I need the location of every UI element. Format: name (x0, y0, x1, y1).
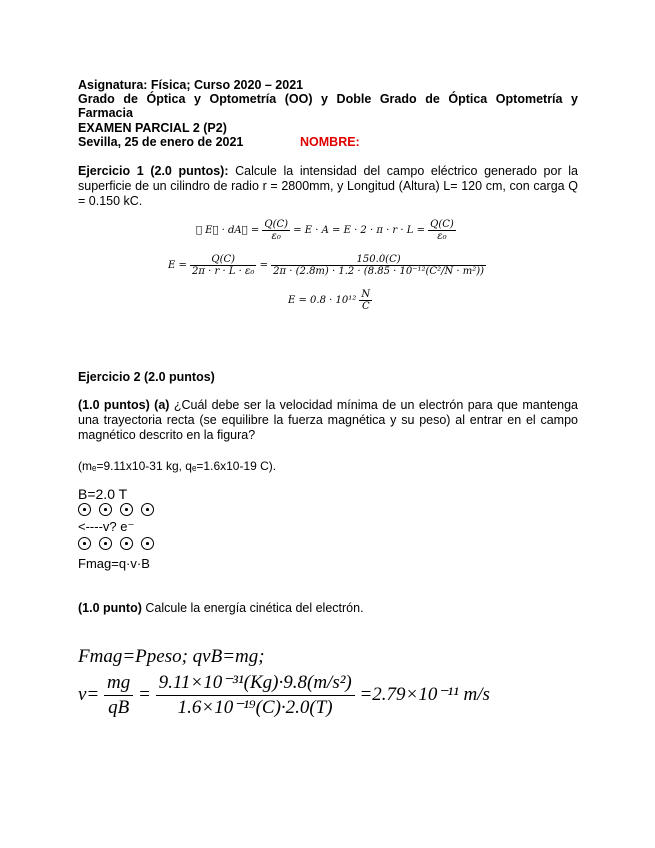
field-out-icon (99, 537, 112, 550)
fraction: $\frac{Q(C)}{\text{ε₀}}$ (264, 219, 289, 242)
exercise-1-statement (78, 164, 578, 209)
field-out-icon (141, 537, 154, 550)
exam-date: Sevilla, 25 de enero de 2021 (78, 135, 244, 149)
field-row-bottom (78, 537, 162, 555)
fraction: $\frac{\text{9.11×10⁻³¹(Kg)·9.8(m/s²)}}{\text{1.6×10⁻¹⁹(C)·2.0(T)}}$ (156, 671, 355, 720)
name-label: NOMBRE: (300, 135, 360, 149)
degree-line: Grado de Óptica y Optometría (OO) y Doble Grado de Óptica Optometría y (78, 92, 578, 106)
magnetic-force-label: Fmag=q·v·B (78, 556, 150, 571)
degree-line-cont: Farmacia (78, 106, 133, 120)
part-a-statement (78, 398, 578, 443)
field-out-icon (141, 503, 154, 516)
constants-line: (mₑ=9.11x10-31 kg, qₑ=1.6x10-19 C). (78, 459, 277, 473)
part-a-text: ¿Cuál debe ser la velocidad mínima de un electrón para que mantenga una trayectoria recta (se equilibre la fuerza magnética y su peso) al entrar en el campo magnético descrito en la figura? (78, 398, 578, 442)
fraction: $\frac{mg}{qB}$ (104, 671, 133, 720)
exercise-1-title: Ejercicio 1 (2.0 puntos): (78, 164, 229, 178)
field-out-icon (99, 503, 112, 516)
fraction: $\frac{Q(C)}{\text{ε₀}}$ (430, 219, 454, 242)
part-b-statement (78, 601, 364, 615)
exercise-1-text: Calcule la intensidad del campo eléctrico generado por la superficie de un cilindro de radio r = 2800mm, y Longitud (Altura) L= 120 cm, con carga Q = 0.150 kC. (78, 164, 578, 208)
fraction: $\frac{N}{C}$ (361, 289, 371, 312)
field-out-icon (78, 503, 91, 516)
fraction: $\frac{150.0(C)}{\text{2π · (2.8m) · 1.2 · (8.85 · 10⁻¹²(C²/N · m²))}}$ (273, 254, 485, 277)
part-b-label: (1.0 punto) (78, 601, 142, 615)
force-balance-equation: Fmag=Ppeso; qvB=mg; (78, 646, 265, 667)
b-field-label: B=2.0 T (78, 486, 128, 502)
part-a-label: (1.0 puntos) (a) (78, 398, 170, 412)
field-out-icon (120, 537, 133, 550)
field-out-icon (78, 537, 91, 550)
velocity-equation: v= $\frac{mg}{qB}$ = $\frac{\text{9.11×10⁻³¹(Kg)·9.8(m/s²)}}{\text{1.6×10⁻¹⁹(C)·2.0(T)}}$ =2.79×10⁻¹¹ m/s (78, 672, 490, 718)
velocity-arrow-label: <----v? e⁻ (78, 519, 135, 534)
course-line: Asignatura: Física; Curso 2020 – 2021 (78, 78, 304, 92)
exercise-2-title: Ejercicio 2 (2.0 puntos) (78, 370, 215, 384)
part-b-text: Calcule la energía cinética del electrón. (141, 601, 364, 615)
exam-title: EXAMEN PARCIAL 2 (P2) (78, 121, 227, 135)
field-equation: E = $\frac{Q(C)}{\text{2π · r · L · ε₀}}$ = $\frac{150.0(C)}{\text{2π · (2.8m) · 1.2 · (8.85 · 10⁻¹²(C²/N · m²))}}$ (168, 254, 485, 277)
field-out-icon (120, 503, 133, 516)
field-result: E = 0.8 · 10¹² $\frac{N}{C}$ (288, 289, 371, 312)
gauss-law-equation: ∮ E⃗ · dA⃗ = $\frac{Q(C)}{\text{ε₀}}$ = E · A = E · 2 · π · r · L = $\frac{Q(C)}{\text{ε₀}}$ (196, 219, 454, 242)
fraction: $\frac{Q(C)}{\text{2π · r · L · ε₀}}$ (192, 254, 255, 277)
